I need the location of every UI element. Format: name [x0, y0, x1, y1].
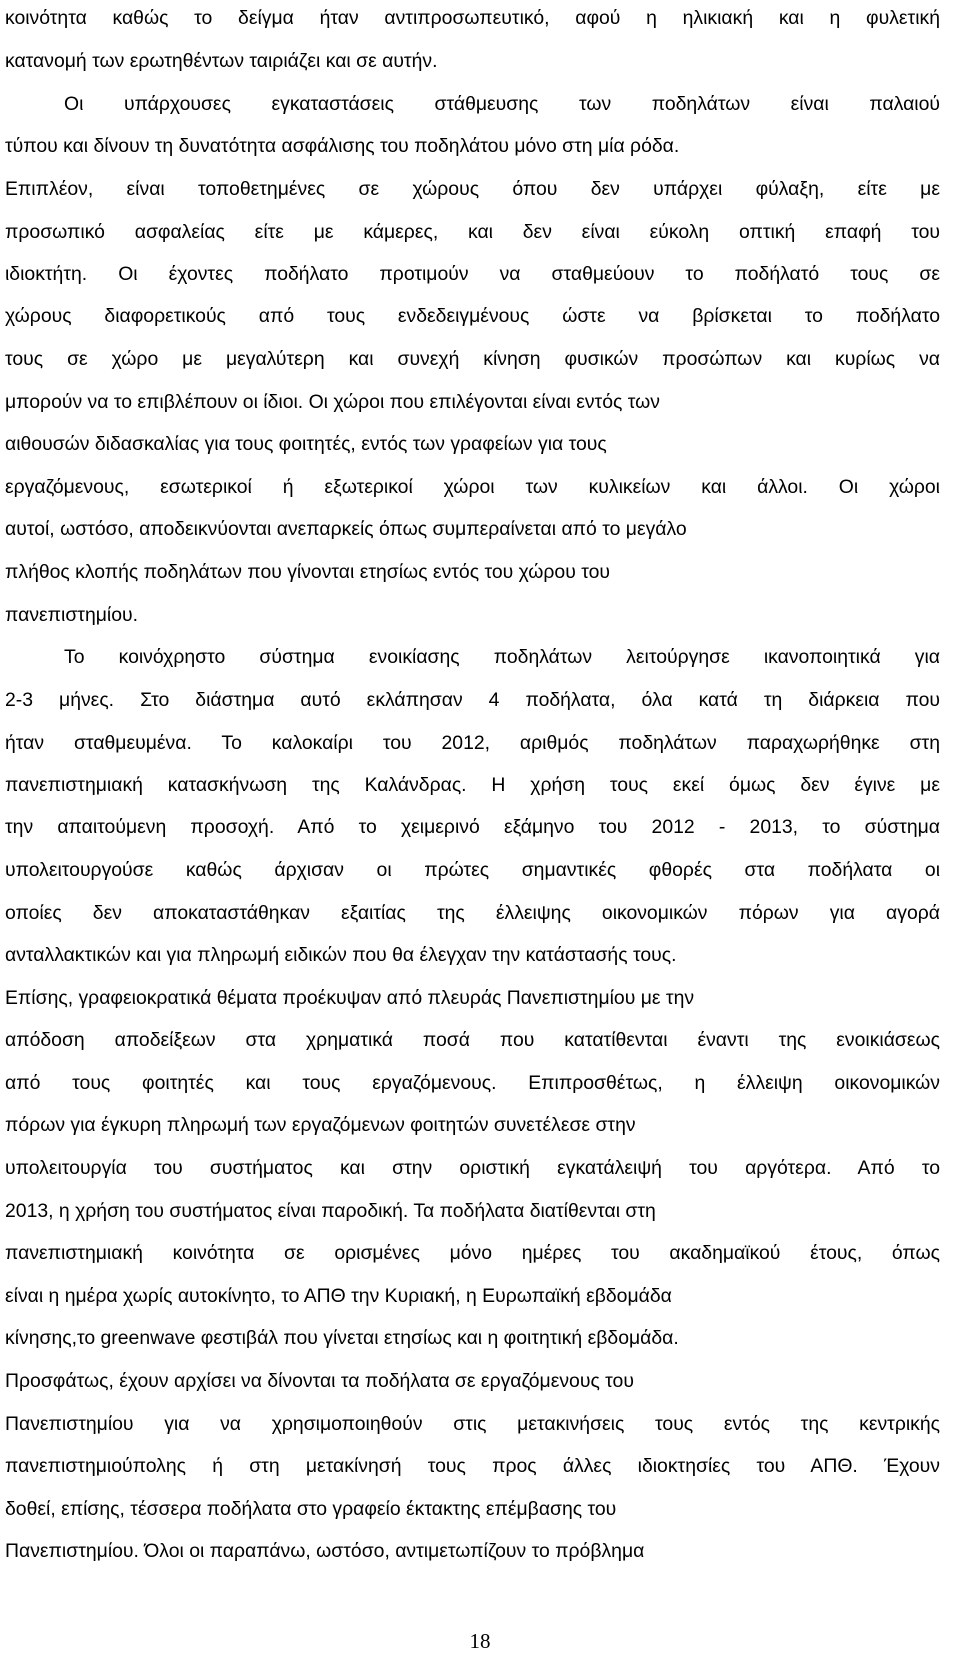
text-line: μπορούν να το επιβλέπουν οι ίδιοι. Οι χώροι που επιλέγονται είναι εντός των	[5, 391, 660, 413]
text-line: πλήθος κλοπής ποδηλάτων που γίνονται ετησίως εντός του χώρου του	[5, 561, 610, 583]
text-line: Πανεπιστημίου για να χρησιμοποιηθούν στις μετακινήσεις τους εντός της κεντρικής	[5, 1413, 940, 1435]
page-number: 18	[469, 1629, 491, 1653]
text-line: πανεπιστημίου.	[5, 604, 139, 626]
text-line: κίνησης,το greenwave φεστιβάλ που γίνεται ετησίως και η φοιτητική εβδομάδα.	[5, 1327, 679, 1349]
text-line: Πανεπιστημίου. Όλοι οι παραπάνω, ωστόσο, αντιμετωπίζουν το πρόβλημα	[5, 1540, 645, 1562]
text-line: Το κοινόχρηστο σύστημα ενοικίασης ποδηλάτων λειτούργησε ικανοποιητικά για	[64, 646, 940, 668]
text-line: ιδιοκτήτη. Οι έχοντες ποδήλατο προτιμούν να σταθμεύουν το ποδήλατό τους σε	[5, 263, 940, 285]
text-line: υπολειτουργία του συστήματος και στην οριστική εγκατάλειψή του αργότερα. Από το	[5, 1157, 940, 1179]
text-line: αιθουσών διδασκαλίας για τους φοιτητές, εντός των γραφείων για τους	[5, 433, 607, 455]
text-line: κοινότητα καθώς το δείγμα ήταν αντιπροσωπευτικό, αφού η ηλικιακή και η φυλετική	[5, 7, 940, 29]
text-line: χώρους διαφορετικούς από τους ενδεδειγμένους ώστε να βρίσκεται το ποδήλατο	[5, 305, 940, 327]
text-line: είναι η ημέρα χωρίς αυτοκίνητο, το ΑΠΘ την Κυριακή, η Ευρωπαϊκή εβδομάδα	[5, 1285, 672, 1307]
text-line: προσωπικό ασφαλείας είτε με κάμερες, και δεν είναι εύκολη οπτική επαφή του	[5, 221, 940, 243]
text-line: εργαζόμενους, εσωτερικοί ή εξωτερικοί χώροι των κυλικείων και άλλοι. Οι χώροι	[5, 476, 940, 498]
text-line: την απαιτούμενη προσοχή. Από το χειμερινό εξάμηνο του 2012 - 2013, το σύστημα	[5, 816, 940, 838]
text-line: τους σε χώρο με μεγαλύτερη και συνεχή κίνηση φυσικών προσώπων και κυρίως να	[5, 348, 940, 370]
text-line: Προσφάτως, έχουν αρχίσει να δίνονται τα ποδήλατα σε εργαζόμενους του	[5, 1370, 634, 1392]
text-line: 2-3 μήνες. Στο διάστημα αυτό εκλάπησαν 4 ποδήλατα, όλα κατά τη διάρκεια που	[5, 689, 940, 711]
text-line: αυτοί, ωστόσο, αποδεικνύονται ανεπαρκείς όπως συμπεραίνεται από το μεγάλο	[5, 518, 687, 540]
text-line: υπολειτουργούσε καθώς άρχισαν οι πρώτες σημαντικές φθορές στα ποδήλατα οι	[5, 859, 940, 881]
text-line: ήταν σταθμευμένα. Το καλοκαίρι του 2012, αριθμός ποδηλάτων παραχωρήθηκε στη	[5, 732, 940, 754]
text-line: πόρων για έγκυρη πληρωμή των εργαζόμενων φοιτητών συνετέλεσε στην	[5, 1114, 636, 1136]
text-line: Επιπλέον, είναι τοποθετημένες σε χώρους όπου δεν υπάρχει φύλαξη, είτε με	[5, 178, 940, 200]
text-line: Επίσης, γραφειοκρατικά θέματα προέκυψαν από πλευράς Πανεπιστημίου με την	[5, 987, 695, 1009]
text-line: απόδοση αποδείξεων στα χρηματικά ποσά που κατατίθενται έναντι της ενοικιάσεως	[5, 1029, 940, 1051]
text-line: τύπου και δίνουν τη δυνατότητα ασφάλισης του ποδηλάτου μόνο στη μία ρόδα.	[5, 135, 680, 157]
text-line: πανεπιστημιακή κοινότητα σε ορισμένες μόνο ημέρες του ακαδημαϊκού έτους, όπως	[5, 1242, 940, 1264]
text-line: Οι υπάρχουσες εγκαταστάσεις στάθμευσης των ποδηλάτων είναι παλαιού	[64, 93, 940, 115]
text-line: δοθεί, επίσης, τέσσερα ποδήλατα στο γραφείο έκτακτης επέμβασης του	[5, 1498, 617, 1520]
text-line: 2013, η χρήση του συστήματος είναι παροδική. Τα ποδήλατα διατίθενται στη	[5, 1200, 656, 1222]
text-line: κατανομή των ερωτηθέντων ταιριάζει και σε αυτήν.	[5, 50, 438, 72]
text-line: πανεπιστημιακή κατασκήνωση της Καλάνδρας. Η χρήση τους εκεί όμως δεν έγινε με	[5, 774, 940, 796]
text-line: από τους φοιτητές και τους εργαζόμενους. Επιπροσθέτως, η έλλειψη οικονομικών	[5, 1072, 940, 1094]
text-line: πανεπιστημιούπολης ή στη μετακίνησή τους προς άλλες ιδιοκτησίες του ΑΠΘ. Έχουν	[5, 1455, 940, 1477]
text-line: ανταλλακτικών και για πληρωμή ειδικών που θα έλεγχαν την κατάστασής τους.	[5, 944, 677, 966]
text-line: οποίες δεν αποκαταστάθηκαν εξαιτίας της έλλειψης οικονομικών πόρων για αγορά	[5, 902, 940, 924]
